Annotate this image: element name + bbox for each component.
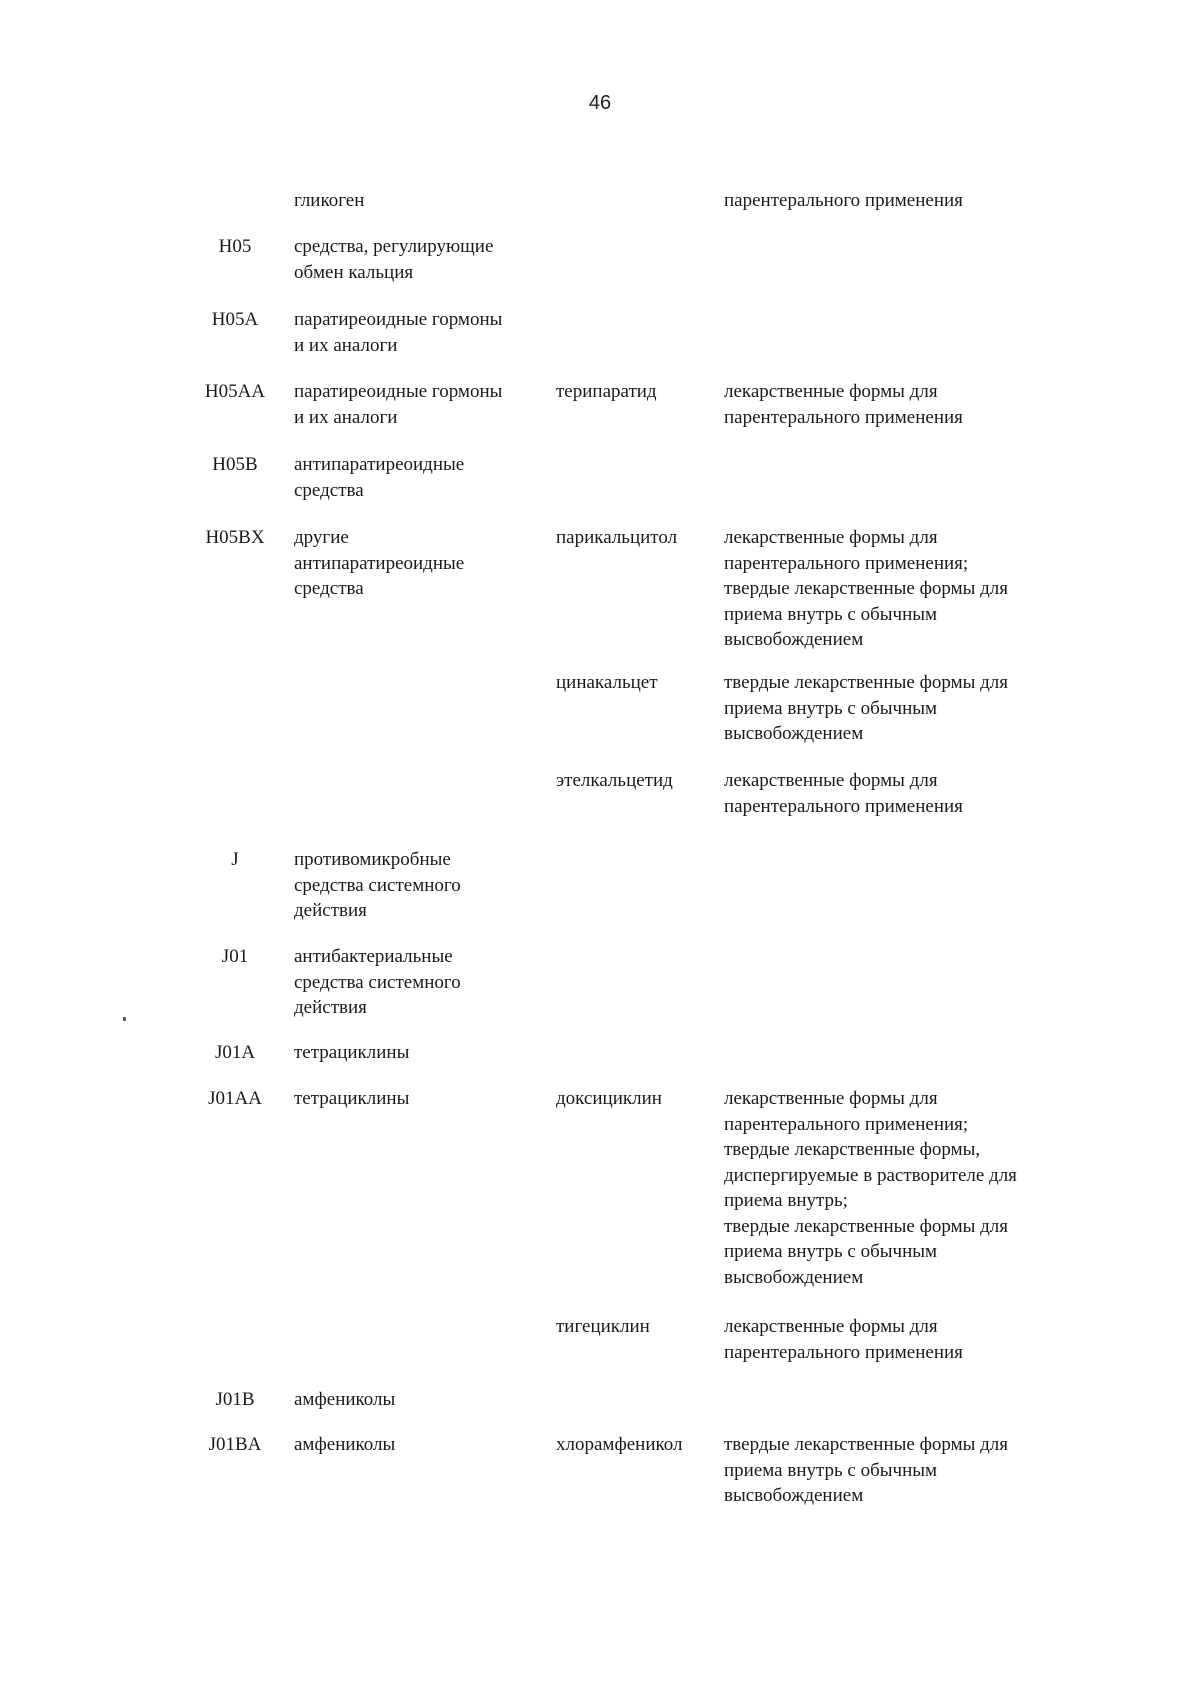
anatomical-group-cell: паратиреоидные гормоны и их аналоги [294, 309, 503, 356]
anatomical-group-cell: амфениколы [294, 1434, 396, 1455]
anatomical-group-cell: тетрациклины [294, 1042, 410, 1063]
atc-code-cell: H05AA [204, 381, 266, 402]
drug-name-cell: этелкальцетид [556, 770, 673, 791]
anatomical-group-cell: паратиреоидные гормоны и их аналоги [294, 381, 503, 428]
atc-code-cell: J01AA [208, 1088, 262, 1109]
drug-name-cell: цинакальцет [556, 672, 658, 693]
anatomical-group-cell: противомикробные средства системного действия [294, 849, 461, 921]
atc-code-cell: J01 [221, 946, 249, 967]
dosage-form-cell: лекарственные формы для парентерального применения [724, 770, 963, 817]
drug-name-cell: терипаратид [556, 381, 657, 402]
anatomical-group-cell: антипаратиреоидные средства [294, 454, 465, 501]
anatomical-group-cell: другие антипаратиреоидные средства [294, 527, 465, 599]
dosage-form-cell: лекарственные формы для парентерального применения [724, 381, 963, 428]
dosage-form-cell: твердые лекарственные формы для приема внутрь с обычным высвобождением [724, 1434, 1009, 1506]
anatomical-group-cell: амфениколы [294, 1389, 396, 1410]
dosage-form-cell: парентерального применения [724, 190, 963, 211]
anatomical-group-cell: средства, регулирующие обмен кальция [294, 236, 494, 283]
dosage-form-cell: лекарственные формы для парентерального применения [724, 1316, 963, 1363]
drug-name-cell: хлорамфеникол [556, 1434, 683, 1455]
atc-code-cell: J01A [214, 1042, 256, 1063]
anatomical-group-cell: тетрациклины [294, 1088, 410, 1109]
scan-speck [123, 1017, 126, 1021]
atc-code-cell: H05BX [205, 527, 265, 548]
dosage-form-cell: лекарственные формы для парентерального применения; твердые лекарственные формы, диспергируемые в растворителе для приема внутрь; твердые лекарственные формы для приема внутрь с обычным высвобождением [724, 1088, 1017, 1288]
dosage-form-cell: твердые лекарственные формы для приема внутрь с обычным высвобождением [724, 672, 1009, 744]
atc-code-cell: H05A [211, 309, 259, 330]
atc-code-cell: J01BA [208, 1434, 262, 1455]
page-number: 46 [588, 92, 612, 114]
drug-name-cell: тигециклин [556, 1316, 650, 1337]
anatomical-group-cell: гликоген [294, 190, 365, 211]
atc-code-cell: H05B [212, 454, 258, 475]
drug-name-cell: парикальцитол [556, 527, 678, 548]
anatomical-group-cell: антибактериальные средства системного действия [294, 946, 461, 1018]
atc-code-cell: J [231, 849, 239, 870]
dosage-form-cell: лекарственные формы для парентерального применения; твердые лекарственные формы для приема внутрь с обычным высвобождением [724, 527, 1009, 650]
drug-name-cell: доксициклин [556, 1088, 662, 1109]
atc-code-cell: J01B [215, 1389, 255, 1410]
atc-code-cell: H05 [218, 236, 252, 257]
